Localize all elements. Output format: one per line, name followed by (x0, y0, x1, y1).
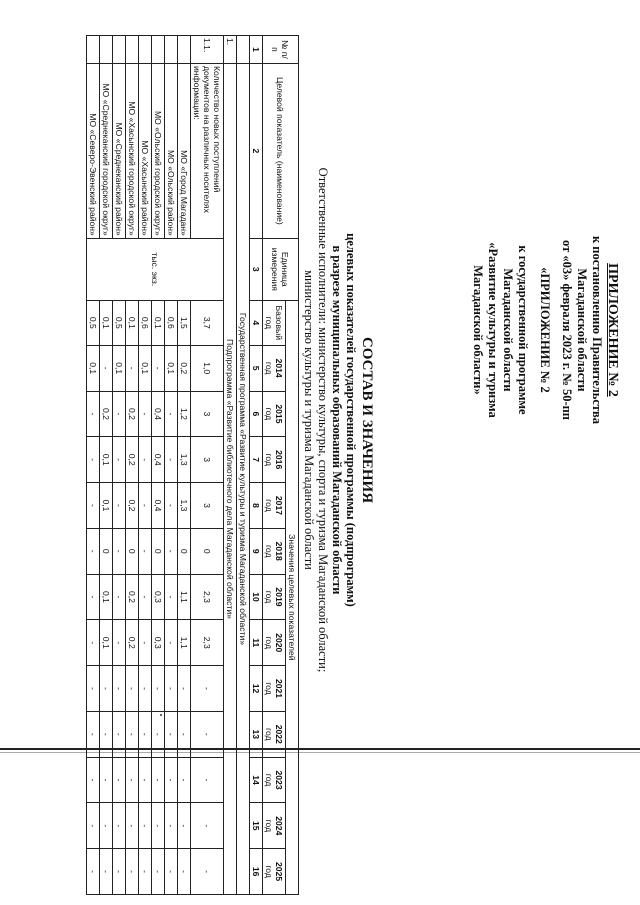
year-label: 2023 (274, 770, 284, 790)
indicator-value: - (191, 803, 224, 849)
column-number: 16 (250, 849, 263, 895)
col-header-values: Значения целевых показателей (286, 300, 299, 894)
table-row (100, 36, 113, 895)
year-suffix: год (264, 773, 274, 787)
municipality-name: МО «Ольский городской округ» (152, 63, 165, 238)
year-label: 2014 (274, 358, 284, 378)
table-cell: - (178, 849, 191, 895)
table-cell: - (165, 574, 178, 620)
column-number: 12 (250, 666, 263, 712)
table-cell: - (87, 391, 100, 437)
year-suffix: год (264, 682, 274, 695)
subprogram-num: 1. (224, 36, 237, 64)
table-cell: - (178, 803, 191, 849)
table-cell: 0,2 (126, 483, 139, 529)
municipality-name: МО «Среднеканский городской округ» (100, 63, 113, 238)
table-cell: 0,2 (126, 437, 139, 483)
table-cell: 0,1 (100, 574, 113, 620)
table-cell: - (152, 666, 165, 712)
table-cell: - (126, 345, 139, 391)
municipality-name: МО «Среднеканский район» (113, 63, 126, 238)
indicator-name: Количество новых поступлений документов на различных носителях информации: (191, 63, 224, 238)
table-row (165, 36, 178, 895)
table-cell: 0,1 (113, 345, 126, 391)
year-suffix: год (264, 544, 274, 558)
indicator-value: - (191, 711, 224, 757)
table-row (113, 36, 126, 895)
year-label: 2024 (274, 816, 284, 836)
col-header-year (263, 574, 286, 620)
indicator-value: 3,7 (191, 300, 224, 345)
column-number: 3 (250, 238, 263, 300)
table-cell: 0,1 (139, 345, 152, 391)
header-line: «ПРИЛОЖЕНИЕ № 2 (538, 267, 552, 393)
table-cell: 1,3 (178, 483, 191, 529)
table-cell: - (139, 849, 152, 895)
table-cell: - (165, 666, 178, 712)
table-cell: 0,2 (126, 574, 139, 620)
table-cell: - (139, 803, 152, 849)
column-number: 15 (250, 803, 263, 849)
table-cell: 0,2 (126, 620, 139, 666)
indicator-value: 3 (191, 437, 224, 483)
col-header-year (263, 849, 286, 895)
col-header-year (263, 437, 286, 483)
table-cell: 0 (152, 528, 165, 574)
indicator-value: 0 (191, 528, 224, 574)
table-cell: - (113, 574, 126, 620)
table-cell: 0,5 (87, 300, 100, 345)
table-cell: - (87, 666, 100, 712)
table-cell: 0,2 (126, 391, 139, 437)
table-cell: 0,4 (152, 437, 165, 483)
header-date-line: от «03» февраля 2023 г. № 50-пп (560, 239, 574, 421)
col-header-year (263, 803, 286, 849)
document-title-block (302, 120, 375, 720)
table-cell: - (139, 620, 152, 666)
table-cell: - (152, 345, 165, 391)
table-cell: 0 (100, 528, 113, 574)
header-line: к постановлению Правительства (590, 235, 604, 425)
indicator-num: 1.1. (191, 36, 224, 64)
table-cell: - (165, 528, 178, 574)
table-cell: - (100, 666, 113, 712)
year-label: 2019 (274, 587, 284, 607)
table-cell: - (139, 528, 152, 574)
table-cell: - (87, 437, 100, 483)
table-cell: - (139, 483, 152, 529)
col-header-unit: Единица измерения (263, 238, 299, 300)
table-cell: - (139, 757, 152, 803)
table-cell: 0 (178, 528, 191, 574)
table-cell: 0,2 (178, 345, 191, 391)
table-cell: - (113, 757, 126, 803)
col-header-year (263, 620, 286, 666)
table-cell: - (100, 757, 113, 803)
table-cell: 0,4 (152, 483, 165, 529)
table-cell: - (87, 528, 100, 574)
table-cell: - (113, 391, 126, 437)
table-cell: - (165, 620, 178, 666)
col-header-year (263, 528, 286, 574)
municipality-name: МО «Ольский район» (165, 63, 178, 238)
year-label: 2025 (274, 862, 284, 882)
col-header-year (263, 345, 286, 391)
table-cell: - (152, 757, 165, 803)
table-cell: 0,1 (165, 345, 178, 391)
year-label: 2016 (274, 450, 284, 470)
table-cell: - (87, 711, 100, 757)
table-cell: - (165, 483, 178, 529)
indicator-value: - (191, 757, 224, 803)
municipality-name: МО «Город Магадан» (178, 63, 191, 238)
header-line: к государственной программе (516, 245, 530, 415)
table-cell: - (126, 711, 139, 757)
subprogram-row: Подпрограмма «Развитие библиотечного дела Магаданской области» (224, 63, 237, 894)
table-cell: - (139, 574, 152, 620)
table-cell: - (126, 666, 139, 712)
table-row (178, 36, 191, 895)
column-number: 13 (250, 711, 263, 757)
year-label: 2015 (274, 404, 284, 424)
indicator-value: - (191, 666, 224, 712)
table-cell: 0,1 (126, 300, 139, 345)
table-cell: - (165, 437, 178, 483)
col-header-year (263, 391, 286, 437)
indicator-value: 2,3 (191, 620, 224, 666)
year-suffix: год (264, 453, 274, 466)
table-cell: 0,4 (152, 391, 165, 437)
table-cell: - (139, 391, 152, 437)
column-number: 5 (250, 345, 263, 391)
column-number: 10 (250, 574, 263, 620)
municipality-name: МО «Северо-Эвенский район» (87, 63, 100, 238)
table-cell: - (113, 528, 126, 574)
col-header-year (263, 711, 286, 757)
col-header-year (263, 666, 286, 712)
table-row (87, 36, 100, 895)
table-cell: 1,5 (178, 300, 191, 345)
table-cell: 0,1 (87, 345, 100, 391)
table-cell: - (165, 711, 178, 757)
table-cell: - (165, 803, 178, 849)
table-cell: - (113, 711, 126, 757)
table-cell: - (113, 803, 126, 849)
year-label: 2022 (274, 724, 284, 744)
table-cell: - (100, 711, 113, 757)
table-cell: - (126, 803, 139, 849)
year-suffix: год (264, 361, 274, 375)
table-cell: - (100, 803, 113, 849)
table-cell: 0,1 (100, 483, 113, 529)
table-cell: 0,6 (139, 300, 152, 345)
table-cell: - (113, 437, 126, 483)
table-cell: 0,1 (100, 620, 113, 666)
executors-line: Ответственные исполнители: министерство культуры, спорта и туризма Магаданской области; (316, 167, 330, 673)
column-number: 9 (250, 528, 263, 574)
year-suffix: год (264, 636, 274, 650)
table-cell: - (100, 345, 113, 391)
municipality-name: МО «Хасынский район» (139, 63, 152, 238)
table-cell: - (165, 849, 178, 895)
indicator-value: 3 (191, 483, 224, 529)
table-cell: - (165, 757, 178, 803)
column-number: 11 (250, 620, 263, 666)
document-subtitle: в разрезе муниципальных образований Магаданской области (330, 245, 344, 595)
year-suffix: год (264, 407, 274, 421)
table-cell: - (113, 483, 126, 529)
municipality-name: МО «Хасынский городской округ» (126, 63, 139, 238)
table-cell: 0,1 (100, 437, 113, 483)
table-cell: 0,3 (152, 574, 165, 620)
table-cell: - (87, 574, 100, 620)
column-number: 1 (250, 36, 263, 64)
appendix-header (470, 60, 620, 600)
column-number: 7 (250, 437, 263, 483)
appendix-title: ПРИЛОЖЕНИЕ № 2 (605, 263, 620, 397)
col-header-name: Целевой показатель (наименование) (263, 63, 299, 238)
table-row (126, 36, 139, 895)
indicators-table (86, 35, 299, 895)
table-cell: - (152, 711, 165, 757)
table-cell: 0,6 (165, 300, 178, 345)
table-cell: 0,5 (113, 300, 126, 345)
year-label: 2018 (274, 541, 284, 561)
column-number: 4 (250, 300, 263, 345)
column-number: 2 (250, 63, 263, 238)
table-cell: - (113, 620, 126, 666)
document-subtitle: целевых показателей государственной программы (подпрограмм) (344, 233, 358, 607)
executors-line: министерство культуры и туризма Магаданской области (302, 270, 316, 570)
unit-cell: тыс. экз. (87, 238, 224, 300)
table-cell: 1,3 (178, 437, 191, 483)
year-label: 2021 (274, 678, 284, 699)
header-line: Магаданской области (575, 268, 589, 392)
column-number: 6 (250, 391, 263, 437)
table-cell: - (152, 803, 165, 849)
table-cell: - (165, 391, 178, 437)
indicator-value: 1,0 (191, 345, 224, 391)
table-cell: - (178, 711, 191, 757)
year-label: 2017 (274, 495, 284, 516)
table-cell: - (152, 849, 165, 895)
header-line: Магаданской области» (471, 265, 485, 395)
table-cell: 1,1 (178, 620, 191, 666)
table-cell: - (113, 666, 126, 712)
year-suffix: год (264, 728, 274, 741)
header-line: Магаданской области (501, 268, 515, 392)
table-cell: - (139, 711, 152, 757)
col-header-num: № п/п (263, 36, 299, 64)
col-header-year (263, 757, 286, 803)
column-number: 14 (250, 757, 263, 803)
table-row (152, 36, 165, 895)
table-cell: 0 (126, 528, 139, 574)
table-cell: - (87, 483, 100, 529)
col-header-base-year: Базовый год (263, 300, 286, 345)
table-cell: - (113, 849, 126, 895)
table-cell: 0,2 (100, 391, 113, 437)
program-row: Государственная программа «Развитие культуры и туризма Магаданской области» (237, 63, 250, 894)
table-cell: - (139, 666, 152, 712)
table-cell: - (87, 757, 100, 803)
indicator-value: 2,3 (191, 574, 224, 620)
table-cell: 0,3 (152, 620, 165, 666)
year-suffix: год (264, 865, 274, 878)
table-cell: - (87, 849, 100, 895)
year-suffix: год (264, 499, 274, 512)
table-cell: - (139, 437, 152, 483)
table-cell: 1,1 (178, 574, 191, 620)
document-title: СОСТАВ И ЗНАЧЕНИЯ (359, 336, 375, 504)
table-cell: - (100, 849, 113, 895)
column-number: 8 (250, 483, 263, 529)
table-cell: 1,2 (178, 391, 191, 437)
table-cell: 0,1 (100, 300, 113, 345)
table-row (139, 36, 152, 895)
col-header-year (263, 483, 286, 529)
header-line: «Развитие культуры и туризма (486, 242, 500, 418)
table-cell: 0,1 (152, 300, 165, 345)
indicator-value: 3 (191, 391, 224, 437)
table-cell: - (126, 849, 139, 895)
table-cell: - (87, 803, 100, 849)
table-cell: - (178, 666, 191, 712)
table-cell: - (178, 757, 191, 803)
table-cell: - (126, 757, 139, 803)
indicator-value: - (191, 849, 224, 895)
table-cell: - (87, 620, 100, 666)
year-suffix: год (264, 590, 274, 604)
year-label: 2020 (274, 633, 284, 653)
year-suffix: год (264, 819, 274, 833)
